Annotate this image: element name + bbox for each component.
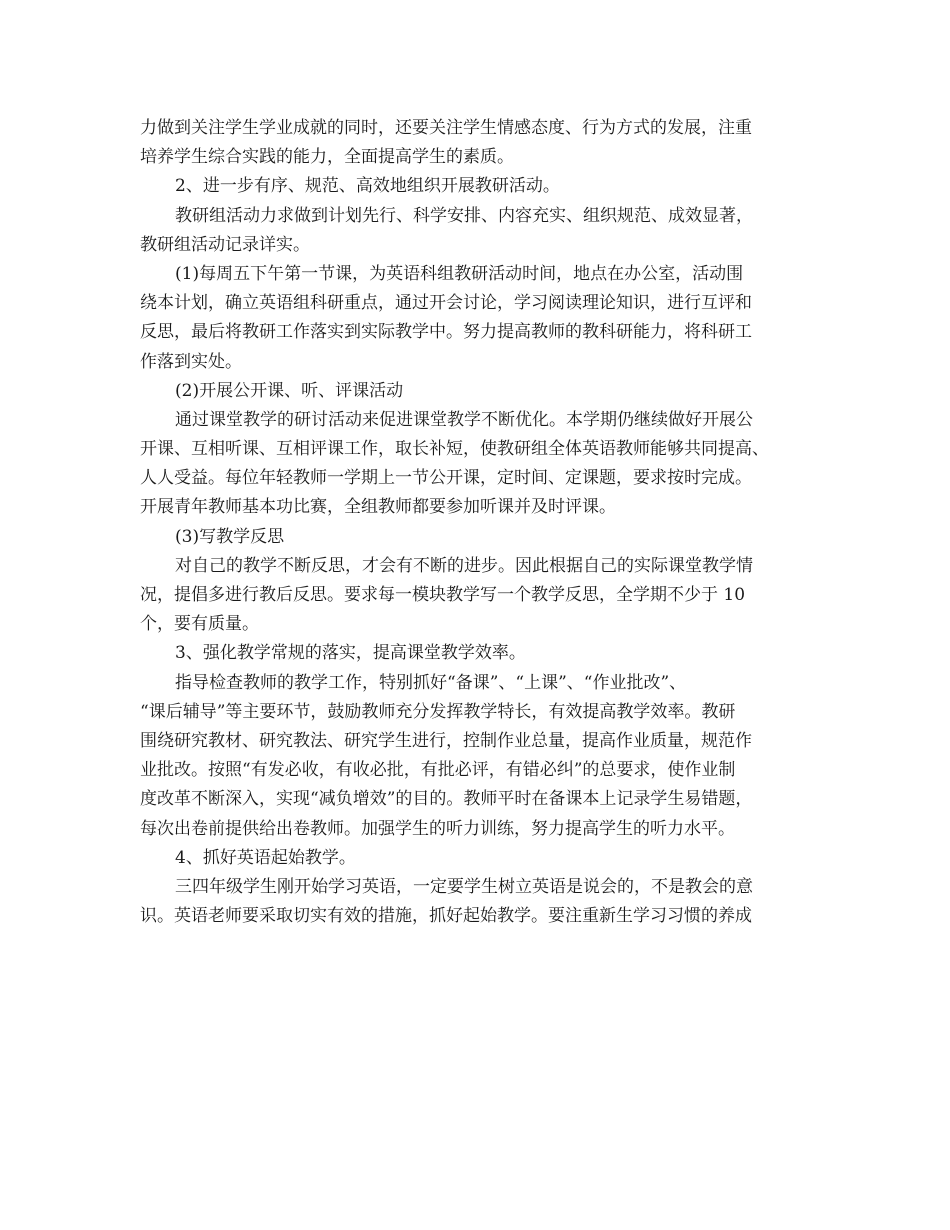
text-line: 力做到关注学生学业成就的同时，还要关注学生情感态度、行为方式的发展，注重 xyxy=(140,118,752,138)
text-line: 教研组活动力求做到计划先行、科学安排、内容充实、组织规范、成效显著， xyxy=(175,205,753,226)
text-line: 通过课堂教学的研讨活动来促进课堂教学不断优化。本学期仍继续做好开展公 xyxy=(175,409,753,430)
text-line: 围绕研究教材、研究教法、研究学生进行，控制作业总量，提高作业质量，规范作 xyxy=(140,730,752,751)
text-line: 识。英语老师要采取切实有效的措施，抓好起始教学。要注重新生学习习惯的养成 xyxy=(140,906,752,927)
text-line: 每次出卷前提供给出卷教师。加强学生的听力训练，努力提高学生的听力水平。 xyxy=(140,818,735,839)
text-line: 况，提倡多进行教后反思。要求每一模块教学写一个教学反思，全学期不少于 10 xyxy=(140,585,746,605)
text-line: 反思，最后将教研工作落实到实际教学中。努力提高教师的教科研能力，将科研工 xyxy=(140,322,752,343)
text-line: 开课、互相听课、互相评课工作，取长补短，使教研组全体英语教师能够共同提高、 xyxy=(140,439,769,460)
text-line: 绕本计划，确立英语组科研重点，通过开会讨论，学习阅读理论知识，进行互评和 xyxy=(140,293,752,314)
text-line: 指导检查教师的教学工作，特别抓好“备课”、“上课”、“作业批改”、 xyxy=(175,672,687,693)
text-line: 教研组活动记录详实。 xyxy=(140,234,310,255)
text-line: 对自己的教学不断反思，才会有不断的进步。因此根据自己的实际课堂教学情 xyxy=(175,555,753,576)
text-line: 人人受益。每位年轻教师一学期上一节公开课，定时间、定课题，要求按时完成。 xyxy=(140,468,752,489)
text-line: 个，要有质量。 xyxy=(140,614,259,635)
text-line: 作落到实处。 xyxy=(140,351,242,372)
text-line: 开展青年教师基本功比赛，全组教师都要参加听课并及时评课。 xyxy=(140,497,616,518)
text-line: “课后辅导”等主要环节，鼓励教师充分发挥教学特长，有效提高教学效率。教研 xyxy=(140,701,736,722)
text-line: 业批改。按照“有发必收，有收必批，有批必评，有错必纠”的总要求，使作业制 xyxy=(140,760,736,781)
text-line: 度改革不断深入，实现“减负增效”的目的。教师平时在备课本上记录学生易错题， xyxy=(140,789,753,810)
text-line: 三四年级学生刚开始学习英语，一定要学生树立英语是说会的，不是教会的意 xyxy=(175,876,753,897)
subsection-heading: (3)写教学反思 xyxy=(175,526,285,547)
section-heading: 3、强化教学常规的落实，提高课堂教学效率。 xyxy=(175,643,526,664)
text-line: (1)每周五下午第一节课，为英语科组教研活动时间，地点在办公室，活动围 xyxy=(175,263,744,284)
subsection-heading: (2)开展公开课、听、评课活动 xyxy=(175,380,404,401)
document-body xyxy=(140,114,820,931)
section-heading: 2、进一步有序、规范、高效地组织开展教研活动。 xyxy=(175,176,560,197)
section-heading: 4、抓好英语起始教学。 xyxy=(175,847,356,868)
text-line: 培养学生综合实践的能力，全面提高学生的素质。 xyxy=(140,147,514,168)
